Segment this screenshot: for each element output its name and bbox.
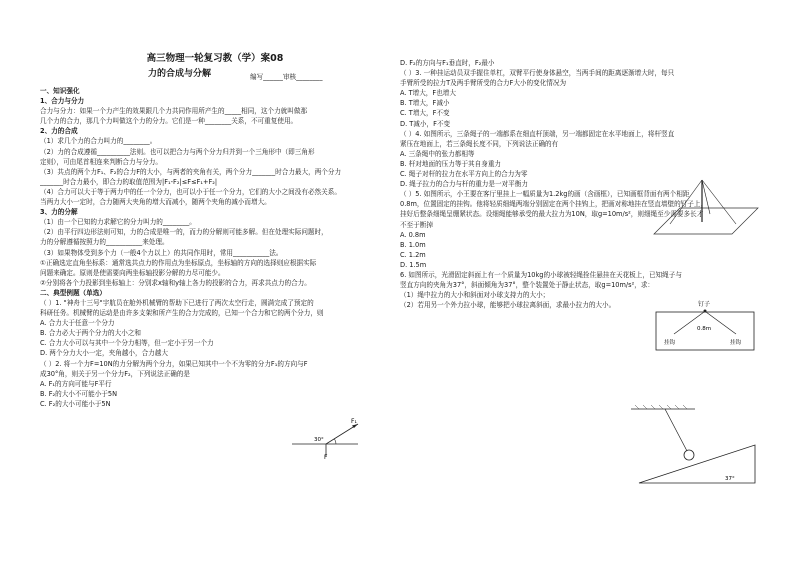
- text-line: 挂好后整条细绳呈绷紧状态。设细绳能够承受的最大拉力为10N，取g=10m/s²，则细绳至少需要多长才: [400, 210, 704, 219]
- text-line: D. T减小，F不变: [400, 119, 451, 128]
- text-line: A. 合力大于任意一个分力: [40, 319, 115, 328]
- f1-label: F₁: [351, 418, 357, 425]
- text-line: D. 绳子拉力的合力与杆的重力是一对平衡力: [400, 180, 528, 189]
- text-line: （1）由一个已知的力求解它的分力叫力的________。: [40, 218, 196, 227]
- text-line: （ ）1. "神舟十三号"宇航员在舱外机械臂的帮助下已进行了两次太空行走，圆满完成了预定的: [40, 298, 314, 307]
- frame-figure: [650, 298, 760, 354]
- text-line: 成30°角，则关于另一个分力F₂，下列说法正确的是: [40, 369, 190, 378]
- text-line: 二、典型例题（单选）: [40, 288, 106, 297]
- text-line: A. 0.8m: [400, 230, 426, 239]
- text-line: （ ）5. 如图所示，小王要在客厅里挂上一幅质量为1.2kg的画（含画框），已知画框背面有两个相距: [400, 190, 690, 199]
- text-line: D. 1.5m: [400, 260, 427, 269]
- ground-plane: [654, 208, 758, 234]
- force-figure: [286, 418, 366, 460]
- text-line: （1）绳中拉力的大小和斜面对小球支持力的大小；: [400, 291, 550, 300]
- text-line: （3）共点的两个力F₁、F₂的合力F的大小，与两者的夹角有关，两个分力_______时合力最大，两个分力: [40, 167, 342, 176]
- text-line: A. T增大，F也增大: [400, 89, 456, 98]
- text-line: 0.8m，位置固定的挂钩。他将轻质细绳两端分别固定在两个挂钩上，把画对称地挂在竖直墙壁的钉子上，: [400, 200, 708, 209]
- sign-line: 编写______审核________: [250, 73, 323, 81]
- text-line: 紧压在地面上，若三条绳长度不同，下列说法正确的有: [400, 139, 559, 148]
- text-line: 几个力的合力，那几个力叫做这个力的分力。它们是一种________关系，不可重复使用。: [40, 117, 298, 126]
- text-line: D. 两个分力大小一定，夹角越小，合力越大: [40, 349, 168, 358]
- text-line: （3）如果物体受到多个力（一般4个力以上）的共同作用时，常用___________法。: [40, 248, 283, 257]
- text-line: （ ）3. 一种挂运动员双手握住单杠，双臂平行使身体悬空，当两手间的距离逐渐增大时，每只: [400, 69, 675, 78]
- text-line: （4）合力可以大于等于两力中的任一个分力，也可以小于任一个分力，它们的大小之间没有必然关系。: [40, 187, 341, 196]
- text-line: 3、力的分解: [40, 208, 78, 217]
- text-line: 2、力的合成: [40, 127, 78, 136]
- incline-angle-label: 37°: [725, 476, 735, 482]
- text-line: 科研任务。机械臂的运动是由许多支架和所产生的合力完成的，已知一个合力和它的两个分力，则: [40, 309, 324, 318]
- pole-figure: [650, 178, 760, 240]
- incline-triangle: [639, 445, 755, 483]
- text-line: C. 合力大小可以与其中一个分力相等，但一定小于另一个力: [40, 339, 214, 348]
- text-line: （2）若用另一个外力拉小球，能够把小球拉离斜面，求最小拉力的大小。: [400, 301, 616, 310]
- hook-left-label: 挂钩: [664, 340, 676, 346]
- text-line: （ ）4. 如图所示，三条绳子的一端都系在细直杆顶端，另一端都固定在水平地面上，将杆竖直: [400, 129, 675, 138]
- text-line: B. F₂的大小不可能小于5N: [40, 389, 118, 398]
- text-line: （ ）2. 将一个力F=10N的力分解为两个分力，如果已知其中一个不为零的分力F₁的方向与F: [40, 359, 308, 368]
- text-line: （2）力的合成遵循__________法则。也可以把合力与两个分力归并到一个三角形中（即三角形: [40, 147, 315, 156]
- text-line: C. T增大，F不变: [400, 109, 450, 118]
- text-line: （2）由平行四边形法则可知，力的合成是唯一的，而力的分解则可能多解。但在处理实际问题时，: [40, 228, 328, 237]
- text-line: _______时合力最小，即合力的取值范围为|F₁-F₂|≤F≤F₁+F₂|: [40, 177, 218, 186]
- text-line: A. 三条绳中的张力都相等: [400, 149, 475, 158]
- ball: [684, 450, 694, 460]
- text-line: 6. 如图所示，光滑固定斜面上有一个质量为10kg的小球被轻绳拴住悬挂在天花板上，已知绳子与: [400, 270, 682, 279]
- text-line: B. 合力必大于两个分力的大小之和: [40, 329, 142, 338]
- text-line: B. 杆对地面的压力等于其自身重力: [400, 159, 502, 168]
- nail-label: 钉子: [698, 301, 711, 308]
- text-line: ②分别将各个力投影到坐标轴上：分别求x轴和y轴上各力的投影的合力，再求共点力的合力。: [40, 278, 311, 287]
- angle-label: 30°: [314, 437, 324, 443]
- text-line: 合力与分力：如果一个力产生的效果跟几个力共同作用所产生的_____相同，这个力就叫做那: [40, 107, 308, 116]
- text-line: D. F₂的方向与F₁垂直时，F₂最小: [400, 59, 495, 67]
- text-line: C. 绳子对杆的拉力在水平方向上的合力为零: [400, 170, 528, 179]
- rope-line: [665, 409, 687, 451]
- text-line: 手臂所受的拉力T及两手臂所受的合力F大小的变化情况为: [400, 79, 567, 88]
- document-subtitle: 力的合成与分解: [148, 69, 212, 79]
- text-line: B. 1.0m: [400, 240, 426, 249]
- text-line: 当两力大小一定时，合力随两大夹角的增大而减小，随两个夹角的减小而增大。: [40, 198, 271, 207]
- text-line: 竖直方向的夹角为37°，斜面倾角为37°，整个装置处于静止状态，取g=10m/s²，求：: [400, 281, 655, 290]
- text-line: 定则），可由尾首相连来判断合力与分力。: [40, 157, 162, 166]
- text-line: A. F₁的方向可能与F平行: [40, 379, 112, 388]
- text-line: 不至于断掉: [400, 220, 433, 229]
- f-label: F: [324, 454, 328, 460]
- rope-1: [670, 180, 702, 224]
- document-title: 高三物理一轮复习教（学）案08: [146, 53, 284, 64]
- text-line: C. F₂的大小可能小于5N: [40, 399, 111, 408]
- text-line: 1、合力与分力: [40, 97, 85, 106]
- text-line: （1）求几个力的合力叫力的________。: [40, 137, 157, 146]
- text-line: ①正确选定直角坐标系：通常选共点力的作用点为坐标原点，坐标轴的方向的选择则应根据实际: [40, 258, 317, 267]
- text-line: 问题来确定。原则是使需要向两坐标轴投影分解的力尽可能少。: [40, 268, 225, 277]
- text-line: 力的分解遵循按照力的___________来处理。: [40, 238, 169, 247]
- text-line: 一、知识强化: [40, 87, 80, 95]
- hook-right-label: 挂钩: [730, 340, 742, 346]
- text-line: C. 1.2m: [400, 250, 426, 259]
- incline-figure: [625, 405, 760, 487]
- length-label: 0.8m: [697, 326, 712, 332]
- text-line: B. T增大，F减小: [400, 99, 450, 108]
- angle-arc: [335, 439, 337, 444]
- ceiling-hatch: [635, 405, 687, 409]
- nail-dot: [704, 310, 707, 313]
